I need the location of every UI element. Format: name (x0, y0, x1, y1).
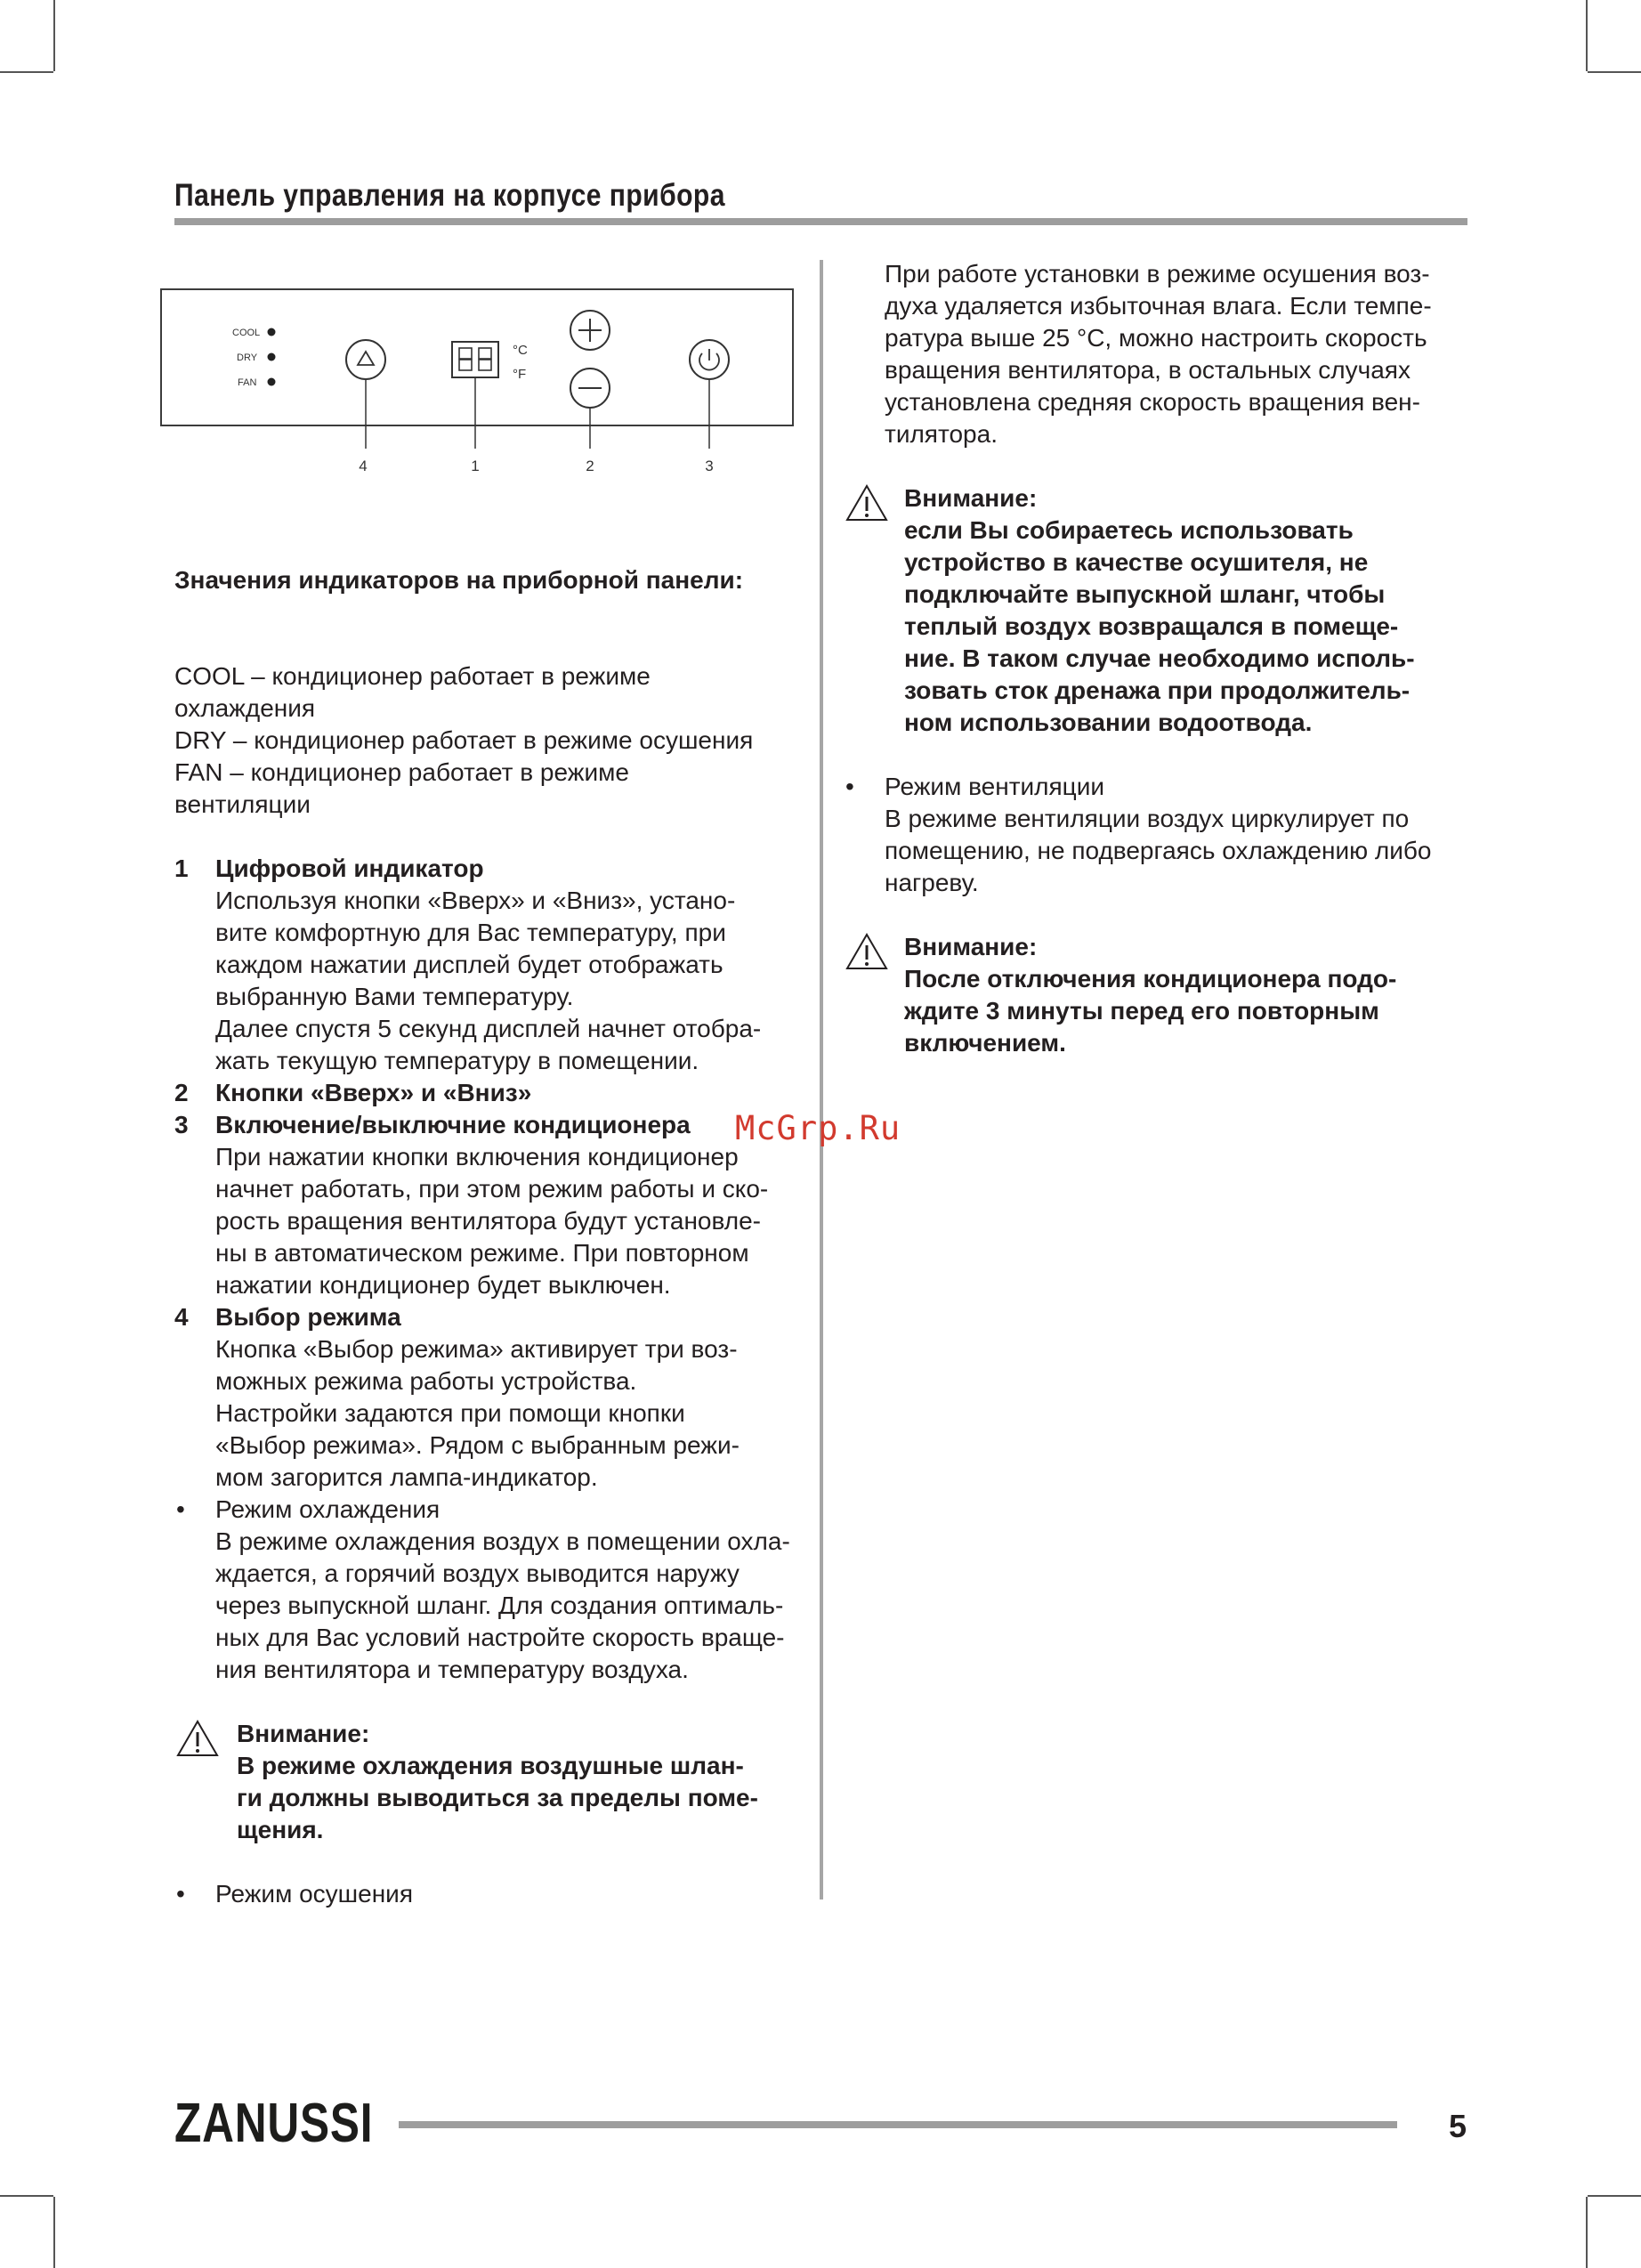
indicator-label-fan: FAN (238, 377, 257, 388)
warning-line: зовать сток дренажа при продолжитель- (904, 676, 1411, 704)
item-line: каждом нажатии дисплей будет отображать (215, 951, 723, 978)
item-line: мом загорится лампа-индикатор. (215, 1463, 598, 1491)
item-line: начнет работать, при этом режим работы и ско- (215, 1175, 769, 1203)
crop-mark (1586, 2197, 1588, 2268)
bullet-line: ния вентилятора и температуру воздуха. (215, 1656, 689, 1683)
brand-logo: ZANUSSI (174, 2093, 374, 2154)
drying-line: духа удаляется избыточная влага. Если темпе- (885, 292, 1432, 320)
mode-line: вентиляции (174, 790, 311, 818)
warning-block (844, 931, 1467, 1059)
column-divider (820, 260, 823, 1899)
crop-mark (1588, 71, 1641, 73)
mode-button[interactable] (346, 340, 385, 379)
item-title: Включение/выключние кондиционера (215, 1111, 691, 1138)
list-item (174, 1077, 797, 1109)
warning-triangle-icon (844, 482, 890, 523)
warning-line: теплый воздух возвращался в помеще- (904, 612, 1399, 640)
item-line: жать текущую температуру в помещении. (215, 1047, 699, 1074)
callout-lines (366, 377, 709, 449)
callout-1: 1 (471, 458, 480, 474)
bullet-icon: • (176, 1880, 185, 1908)
list-item (174, 1109, 797, 1301)
indicators-heading: Значения индикаторов на приборной панели: (174, 566, 744, 594)
indicator-label-cool: COOL (232, 328, 261, 338)
warning-triangle-icon (844, 931, 890, 972)
celsius-label: °C (513, 343, 528, 358)
crop-mark (1586, 0, 1588, 71)
item-line: Настройки задаются при помощи кнопки (215, 1399, 685, 1427)
mode-line: FAN – кондиционер работает в режиме (174, 758, 629, 786)
bullet-line: ждается, а горячий воздух выводится наружу (215, 1559, 740, 1587)
callout-3: 3 (705, 458, 714, 474)
fahrenheit-label: °F (513, 367, 527, 382)
warning-line: ние. В таком случае необходимо исполь- (904, 644, 1415, 672)
crop-mark (0, 71, 53, 73)
bullet-title: Режим осушения (215, 1880, 413, 1908)
warning-title: Внимание: (904, 484, 1038, 512)
crop-mark (53, 0, 55, 71)
bullet-item (174, 1494, 797, 1686)
down-button[interactable] (570, 369, 610, 408)
item-number: 4 (174, 1303, 189, 1331)
dry-led-icon (268, 353, 276, 361)
warning-block (844, 482, 1467, 739)
bullet-line: В режиме вентиляции воздух циркулирует по (885, 805, 1410, 832)
warning-line: подключайте выпускной шланг, чтобы (904, 580, 1386, 608)
footer-rule (399, 2121, 1397, 2128)
warning-line: щения. (237, 1816, 324, 1843)
item-number: 2 (174, 1079, 189, 1106)
item-line: можных режима работы устройства. (215, 1367, 637, 1395)
bullet-item (844, 771, 1467, 899)
item-line: ны в автоматическом режиме. При повторном (215, 1239, 749, 1267)
item-number: 3 (174, 1111, 189, 1138)
page-number: 5 (1449, 2108, 1467, 2144)
item-title: Выбор режима (215, 1303, 401, 1331)
item-line: нажатии кондиционер будет выключен. (215, 1271, 671, 1299)
crop-mark (0, 2195, 53, 2197)
bullet-title: Режим охлаждения (215, 1495, 441, 1523)
list-item (174, 853, 797, 1077)
bullet-icon: • (176, 1495, 185, 1523)
item-line: Кнопка «Выбор режима» активирует три воз- (215, 1335, 738, 1363)
item-title: Кнопки «Вверх» и «Вниз» (215, 1079, 532, 1106)
bullet-title: Режим вентиляции (885, 773, 1104, 800)
bullet-line: В режиме охлаждения воздух в помещении охла- (215, 1527, 790, 1555)
digital-display (452, 342, 498, 377)
control-panel-diagram (160, 288, 801, 484)
bullet-line: помещению, не подвергаясь охлаждению либо (885, 837, 1432, 864)
warning-line: В режиме охлаждения воздушные шлан- (237, 1752, 744, 1779)
bullet-icon: • (845, 773, 854, 800)
item-line: Используя кнопки «Вверх» и «Вниз», устано- (215, 887, 736, 914)
left-column (174, 564, 797, 1910)
warning-line: включением. (904, 1029, 1066, 1057)
drying-line: ратура выше 25 °C, можно настроить скорость (885, 324, 1427, 352)
bullet-line: через выпускной шланг. Для создания оптималь- (215, 1592, 784, 1619)
fan-led-icon (268, 378, 276, 386)
callout-4: 4 (359, 458, 368, 474)
warning-line: ждите 3 минуты перед его повторным (904, 997, 1379, 1025)
crop-mark (53, 2197, 55, 2268)
item-line: рость вращения вентилятора будут установле- (215, 1207, 761, 1235)
up-button[interactable] (570, 311, 610, 350)
warning-line: После отключения кондиционера подо- (904, 965, 1397, 992)
warning-block (174, 1718, 797, 1846)
item-line: вите комфортную для Вас температуру, при (215, 919, 726, 946)
bullet-line: нагреву. (885, 869, 979, 896)
item-line: Далее спустя 5 секунд дисплей начнет отобра- (215, 1015, 762, 1042)
watermark: McGrp.Ru (735, 1109, 901, 1147)
mode-line: охлаждения (174, 694, 316, 722)
bullet-item (174, 1878, 797, 1910)
warning-title: Внимание: (904, 933, 1038, 960)
page-title: Панель управления на корпусе прибора (174, 178, 725, 213)
item-line: При нажатии кнопки включения кондиционер (215, 1143, 739, 1170)
item-number: 1 (174, 855, 189, 882)
item-line: выбранную Вами температуру. (215, 983, 574, 1010)
item-title: Цифровой индикатор (215, 855, 484, 882)
drying-line: тилятора. (885, 420, 998, 448)
indicator-label-dry: DRY (237, 352, 258, 363)
right-column (844, 258, 1467, 1059)
warning-triangle-icon (174, 1718, 221, 1759)
list-item (174, 1301, 797, 1494)
title-rule (174, 218, 1467, 225)
mode-line: DRY – кондиционер работает в режиме осушения (174, 726, 754, 754)
drying-line: вращения вентилятора, в остальных случаях (885, 356, 1411, 384)
bullet-line: ных для Вас условий настройте скорость враще- (215, 1624, 785, 1651)
drying-line: установлена средняя скорость вращения вен- (885, 388, 1420, 416)
warning-line: если Вы собираетесь использовать (904, 516, 1354, 544)
callout-2: 2 (586, 458, 594, 474)
warning-title: Внимание: (237, 1720, 370, 1747)
drying-line: При работе установки в режиме осушения воз- (885, 260, 1430, 288)
crop-mark (1588, 2195, 1641, 2197)
power-button[interactable] (690, 340, 729, 379)
warning-line: ги должны выводиться за пределы поме- (237, 1784, 758, 1811)
cool-led-icon (268, 328, 276, 336)
warning-line: устройство в качестве осушителя, не (904, 548, 1369, 576)
mode-line: COOL – кондиционер работает в режиме (174, 662, 651, 690)
warning-line: ном использовании водоотвода. (904, 709, 1313, 736)
item-line: «Выбор режима». Рядом с выбранным режи- (215, 1431, 740, 1459)
